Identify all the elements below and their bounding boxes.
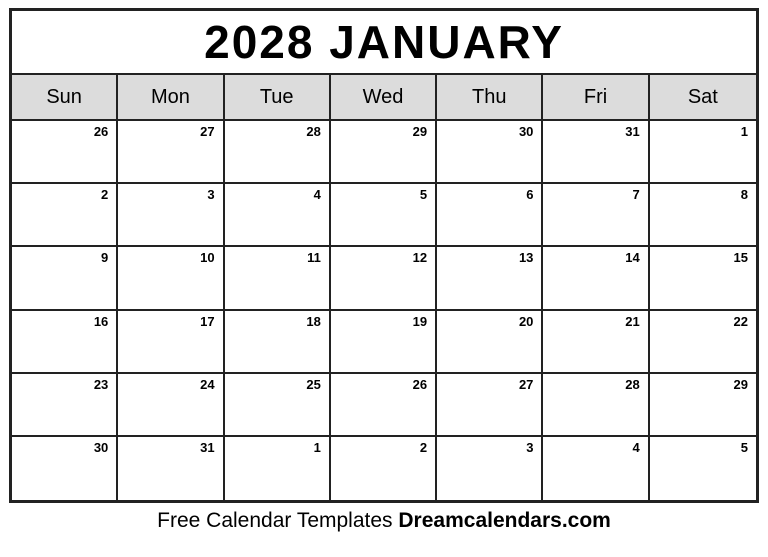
date-number: 8 [740,187,748,203]
date-number: 26 [412,376,428,392]
date-cell [543,121,649,184]
calendar [9,8,759,503]
day-header-sun: Sun [12,75,118,119]
date-cell [225,184,331,247]
date-number: 3 [526,439,534,455]
date-number: 7 [632,187,640,203]
date-cell [118,121,224,184]
date-cell [650,184,756,247]
date-number: 31 [625,124,640,139]
date-number: 10 [200,250,215,266]
date-cell [225,374,331,437]
day-header-tue: Tue [225,75,331,119]
date-cell [225,311,331,374]
footer-brand: Dreamcalendars.com [398,509,611,532]
calendar-title: 2028 JANUARY [12,11,756,75]
date-cell [543,247,649,310]
date-cell [118,374,224,437]
date-number: 5 [740,439,748,455]
date-cell [331,184,437,247]
date-number: 16 [93,313,109,329]
date-cell [650,247,756,310]
date-cell [650,311,756,374]
date-number: 15 [733,250,748,266]
date-cell [331,121,437,184]
footer [0,509,768,533]
date-number: 25 [306,376,321,392]
date-cell [437,311,543,374]
date-number: 30 [93,439,109,455]
date-number: 18 [306,313,321,329]
date-number: 20 [518,313,534,329]
date-cell [437,247,543,310]
date-cell [225,437,331,500]
date-number: 4 [313,187,321,203]
date-cell [543,311,649,374]
date-number: 1 [740,124,748,139]
day-header-fri: Fri [543,75,649,119]
date-cell [437,121,543,184]
date-cell [118,247,224,310]
date-number: 26 [93,124,109,139]
date-number: 2 [101,187,109,203]
day-header-thu: Thu [437,75,543,119]
date-cell [225,247,331,310]
date-number: 29 [733,376,748,392]
date-number: 2 [419,439,428,455]
date-number: 5 [419,187,428,203]
date-number: 24 [200,376,215,392]
date-number: 11 [307,250,321,266]
date-number: 17 [200,313,215,329]
date-number: 21 [625,313,640,329]
date-cell [650,121,756,184]
date-number: 19 [412,313,428,329]
date-cell [12,374,118,437]
date-number: 31 [200,439,215,455]
date-cell [331,437,437,500]
date-cell [650,437,756,500]
date-cell [12,437,118,500]
date-cell [118,437,224,500]
date-number: 23 [93,376,109,392]
date-cell [437,374,543,437]
date-number: 28 [625,376,640,392]
date-cell [331,311,437,374]
day-header-sat: Sat [687,85,718,108]
date-cell [543,374,649,437]
date-cell [331,374,437,437]
date-number: 22 [733,313,748,329]
date-number: 9 [101,250,109,266]
date-number: 3 [207,187,215,203]
day-header-wed: Wed [331,75,437,119]
date-cell [225,121,331,184]
date-number: 28 [306,124,321,139]
date-cell [543,184,649,247]
date-cell [12,121,118,184]
date-number: 4 [632,439,640,455]
date-grid [12,121,756,500]
footer-text: Free Calendar Templates [157,509,393,532]
date-cell [12,184,118,247]
date-number: 1 [313,439,321,455]
date-number: 29 [412,124,428,139]
date-cell [331,247,437,310]
date-cell [437,437,543,500]
day-header-mon: Mon [118,75,224,119]
date-cell [650,374,756,437]
date-cell [437,184,543,247]
date-cell [118,311,224,374]
date-number: 27 [518,376,534,392]
day-header-row [12,75,756,121]
date-number: 14 [625,250,640,266]
date-number: 30 [518,124,534,139]
date-number: 27 [200,124,215,139]
date-cell [12,247,118,310]
date-number: 12 [412,250,428,266]
date-number: 13 [518,250,534,266]
date-cell [12,311,118,374]
date-cell [543,437,649,500]
date-cell [118,184,224,247]
date-number: 6 [526,187,534,203]
